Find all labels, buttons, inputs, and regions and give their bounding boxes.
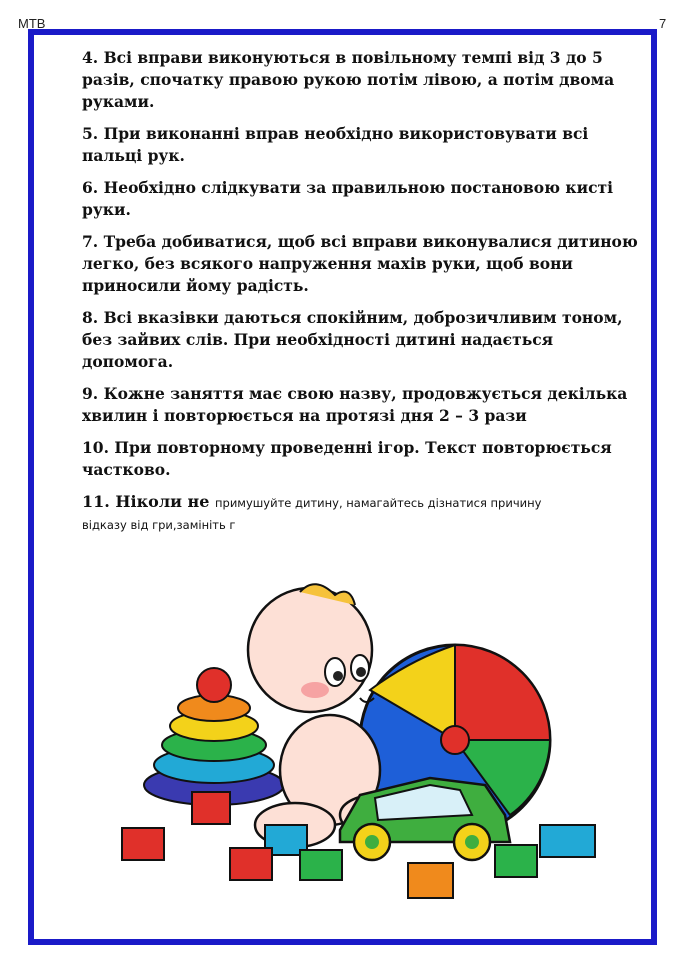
instruction-item-10: 10. При повторному проведенні ігор. Текст повторюється частково. xyxy=(82,438,612,479)
instruction-item-6: 6. Необхідно слідкувати за правильною постановою кисті руки. xyxy=(82,178,614,219)
instruction-item-11-rest-line2: відказу від гри,замініть г xyxy=(82,518,236,532)
instruction-item-7: 7. Треба добиватися, щоб всі вправи виконувалися дитиною легко, без всякого напруження махів руки, щоб вони приносили йому радість. xyxy=(82,232,638,295)
page-number: 7 xyxy=(659,16,667,31)
instruction-item-8: 8. Всі вказівки даються спокійним, доброзичливим тоном, без зайвих слів. При необхідності дитині надається допомога. xyxy=(82,308,623,371)
instruction-item-9: 9. Кожне заняття має свою назву, продовжується декілька хвилин і повторюється на протязі дня 2 – 3 рази xyxy=(82,384,628,425)
instructions-list xyxy=(82,47,642,546)
instruction-item-11 xyxy=(82,491,642,536)
instruction-item-4: 4. Всі вправи виконуються в повільному темпі від 3 до 5 разів, спочатку правою рукою потім лівою, а потім двома руками. xyxy=(82,48,615,111)
header-left-label: МТВ xyxy=(18,16,46,31)
instruction-item-5: 5. При виконанні вправ необхідно використовувати всі пальці рук. xyxy=(82,124,589,165)
baby-toys-illustration xyxy=(110,580,610,910)
instruction-item-11-rest: примушуйте дитину, намагайтесь дізнатися причину xyxy=(215,496,542,510)
instruction-item-11-bold: 11. Ніколи не xyxy=(82,492,210,511)
